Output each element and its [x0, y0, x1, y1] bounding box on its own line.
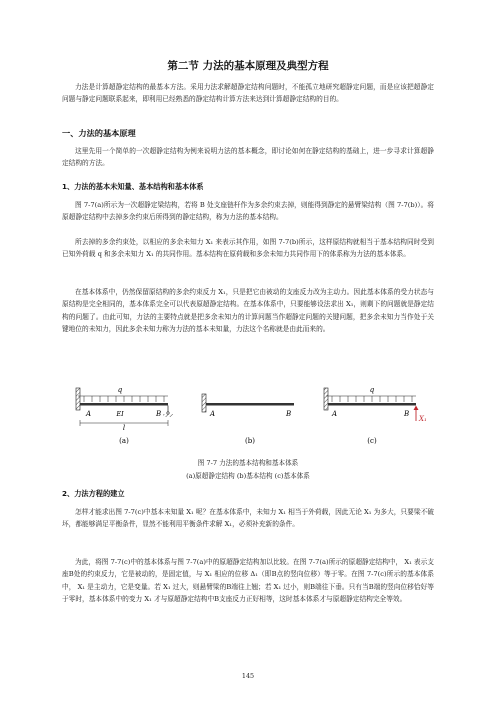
diagram-c: [324, 386, 427, 445]
beam-b: [206, 403, 294, 406]
label-B-b: B: [286, 410, 292, 418]
heading-unknowns-structure-system: 1、力法的基本未知量、基本结构和基本体系: [62, 182, 204, 191]
label-b: (b): [245, 437, 255, 445]
label-A-a: A: [86, 410, 92, 418]
beam-a: [80, 403, 168, 406]
paragraph-6: 为此，将图 7-7(c)中的基本体系与图 7-7(a)中的原超静定结构加以比较。在图 7-7(a)所示的原超静定结构中， X₁ 表示支座B处的约束反力，它是被动的，是固定值，与 X₁ 相应的位移 Δ₁（即B点的竖向位移）等于零。在图 7-7(c)所示的基本体系中， X₁ 是主动力，它是变量。若 X₁ 过大，则悬臂梁的B端往上翘；若 X₁ 过小，则B端往下垂。只有当B端的竖向位移恰好等于零时，基本体系中的变力 X₁ 才与原超静定结构中B支座反力正好相等，这时基本体系才与原超静定结构完全等效。: [62, 558, 434, 604]
fixed-support-b: [202, 394, 206, 412]
paragraph-4: 在基本体系中，仍然保留原结构的多余约束反力 X₁，只是把它由被动的支座反力改为主动力。因此基本体系的受力状态与原结构是完全相同的，基本体系完全可以代表原超静定结构。在基本体系中，只要能够设法求出 X₁，则剩下的问题就是静定结构的问题了。由此可知，力法的主要特点就是把多余未知力的计算问题当作超静定问题的关键问题，把多余未知力当作处于关键地位的未知力，因此多余未知力称为力法的基本未知量，力法这个名称就是由此而来的。: [62, 288, 434, 334]
label-A-b: A: [210, 410, 216, 418]
label-q-c: q: [369, 386, 375, 394]
figure-caption-title: 图 7-7 力法的基本结构和基本体系: [197, 459, 299, 467]
label-X1: X₁: [419, 415, 427, 423]
fixed-support-c: [324, 388, 328, 410]
paragraph-3: 所去掉的多余约束处，以相应的多余未知力 X₁ 来表示其作用，如图 7-7(b)所示，这样原结构就相当于基本结构同时受到已知外荷载 q 和多余未知力 X₁ 的共同作用。基本结构在原荷载和多余未知力共同作用下的体系称为力法的基本体系。: [62, 238, 434, 259]
label-B-a: B: [156, 410, 162, 418]
heading-basic-principle: 一、力法的基本原理: [62, 128, 136, 138]
label-a: (a): [119, 437, 129, 445]
label-EI: EI: [116, 410, 124, 418]
beam-diagrams: [62, 376, 434, 456]
label-B-c: B: [404, 410, 410, 418]
page-number: 145: [241, 672, 255, 680]
paragraph-1: 这里先用一个简单的一次超静定结构为例来说明力法的基本概念，即讨论如何在静定结构的基础上，进一步寻求计算超静定结构的方法。: [62, 147, 434, 168]
figure-caption-subtitle: (a)原超静定结构 (b)基本结构 (c)基本体系: [186, 472, 310, 480]
beam-c: [328, 403, 416, 406]
diagram-b: [202, 394, 294, 445]
paragraph-5: 怎样才能求出图 7-7(c)中基本未知量 X₁ 呢？在基本体系中，未知力 X₁ 相当于外荷载，因此无论 X₁ 为多大，只要梁不破坏，都能够满足平衡条件，显然不能利用平衡条件求解 X₁，必须补充新的条件。: [62, 508, 434, 529]
paragraph-2: 图 7-7(a)所示为一次超静定梁结构，若将 B 处支座链杆作为多余约束去掉，则能得到静定的悬臂梁结构（图 7-7(b)）。将原超静定结构中去掉多余约束后所得到的静定结构，称为力法的基本结构。: [62, 201, 434, 222]
heading-force-method-equation: 2、力法方程的建立: [62, 489, 125, 498]
label-c: (c): [367, 437, 377, 445]
figure-7-7: [62, 376, 434, 456]
section-title: 第二节 力法的基本原理及典型方程: [167, 60, 329, 72]
diagram-a: [76, 386, 173, 445]
fixed-support-a: [76, 388, 80, 410]
label-length: l: [122, 424, 126, 432]
label-A-c: A: [332, 410, 338, 418]
intro-paragraph: 力法是计算超静定结构的最基本方法。采用力法求解超静定结构问题时，不能孤立地研究超静定问题，而是应该把超静定问题与静定问题联系起来，即利用已经熟悉的静定结构计算方法来达到计算超静定结构的目的。: [62, 83, 434, 104]
label-q-a: q: [117, 386, 123, 394]
